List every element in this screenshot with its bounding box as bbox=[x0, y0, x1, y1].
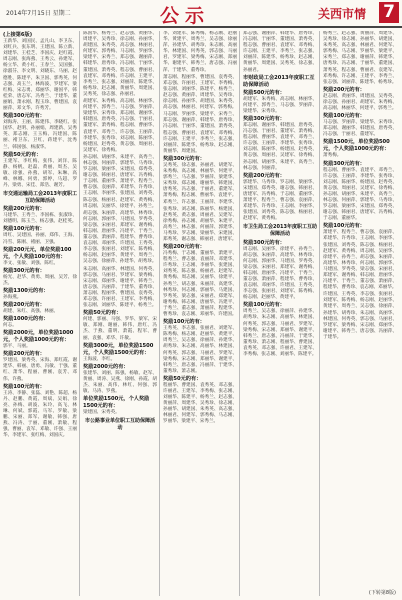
name-list-paragraph: 吴秀英、徐志强、孙丽君、胡建军、朱秀梅、高志刚、林丽华、何建平、郭秀兰、马志强、罗丽萍、梁建华、宋秀珍、郑志刚、谢丽华、韩建国、唐秀英、冯志强、于丽君、董建军、萧秀梅、程志刚、曹丽华、袁建平。 bbox=[163, 162, 237, 199]
newspaper-brand: 关西市情 bbox=[318, 7, 367, 21]
name-list-paragraph: 王海波、李红。 bbox=[83, 356, 116, 362]
award-heading: 奖励100元的有： bbox=[163, 319, 205, 326]
award-heading: 奖励100元的有： bbox=[3, 383, 45, 390]
award-heading: 奖励300元的有： bbox=[3, 267, 45, 274]
name-list-paragraph: 马建华、王秀兰、李国栋、张淑珍、刘德明、陈玉兰、杨志强、赵桂英。 bbox=[3, 213, 77, 225]
award-heading: 单位奖励1500元，个人奖励1500元的有： bbox=[83, 396, 150, 410]
award-heading: 奖励300元的有： bbox=[163, 155, 205, 162]
name-list-paragraph: 何志。 bbox=[3, 323, 17, 329]
text-column bbox=[3, 31, 80, 596]
award-heading: 奖励100元的有： bbox=[3, 226, 45, 233]
name-list-paragraph: 赵志刚、黄丽华、周建国、吴秀英、徐志强、孙丽君、胡建军、朱秀梅、高志刚、林丽华、何建平、郭秀兰。 bbox=[323, 93, 397, 112]
name-list-paragraph: 许建国、王秀英、李志强、张丽君、刘建军、陈秀梅、杨志刚、赵丽华、黄建平、周秀兰、吴志强、徐丽萍、孙建华、胡秀珍、朱志刚、高丽华、林建国、何秀英、郭志强、马丽君、罗建军、梁秀梅、宋志刚、郑丽华、谢建平、韩秀兰、唐志强、冯丽萍、于建华。 bbox=[323, 292, 397, 340]
name-list-paragraph: 胡志强、朱丽萍、高建华、林秀珍、何志刚、郭丽华、马建国、罗秀英、梁志强、宋丽君、郑建军、谢秀梅、韩志刚、唐丽华、冯建平、于秀兰、董志强、萧丽萍、程建华、曹秀珍、袁志刚、邓丽华、许建国、王秀英、李志强、张丽君、刘建军、陈秀梅、杨志刚、赵丽华、黄建平、周秀兰、吴志强、徐丽萍、孙建华、胡秀珍。 bbox=[83, 210, 157, 265]
award-heading: (上接第6版) bbox=[3, 32, 33, 38]
name-list-paragraph: 程丽华、曹建国、袁秀英、邓志强、许丽君、王建军、李秀梅、张志刚、刘丽华、陈建平、杨秀兰、赵志强、黄丽萍、周建华、吴秀珍、徐志刚、孙丽华、胡建国、朱秀英、高志强、林丽君、何建军、郭秀梅、马志刚、罗丽华、梁建平、宋秀兰。 bbox=[163, 382, 237, 425]
name-list-paragraph: 周志刚、吴丽华、徐建平、孙秀兰、胡志强、朱丽萍、高建华、林秀珍、何志刚、郭丽华、马建国、罗秀英、梁志强、宋丽君、郑建军、谢秀梅、韩志刚、唐丽华、冯建平、于秀兰、董志强、萧丽萍、程建华、曹秀珍、袁志刚、邓丽华、许建国、王秀英、李志强、张丽君、刘建军、陈秀梅、杨志刚、赵丽华、黄建平。 bbox=[243, 246, 317, 301]
name-list-paragraph: 陈国华、杨秀兰、赵志强、黄丽华、周建平、吴秀珍、徐志刚、孙丽华、胡建国、朱秀英、高志强、林丽君、何建军、郭秀梅、马志刚、罗丽华、梁建平、宋秀兰、郑志强、谢丽萍、韩建华、唐秀珍、冯志刚、于丽华、董建国、萧秀英、程志强、曹丽君、袁建军、邓秀梅、许志刚、王建平、李秀兰、张志强、刘丽萍、陈建华、杨秀珍、赵志刚、黄丽华、周建国、吴秀英、徐志强、孙丽君。 bbox=[83, 31, 157, 97]
award-heading: 奖励300元的有： bbox=[3, 113, 45, 120]
name-list-paragraph: 胡建军、朱秀梅、高志刚、林丽华、何建平、郭秀兰、马志强、罗丽萍、梁建华、宋秀珍、郑志刚、谢丽华、韩建国、唐秀英、冯志强、于丽君、董建军、萧秀梅、程志刚、曹丽华、袁建平、邓秀兰、许志强、王丽萍、李建华、张秀珍、刘志刚、陈丽华、杨建国、赵秀英、黄志强、周丽君、吴建军、徐秀梅。 bbox=[83, 99, 157, 153]
award-heading: 奖励1000元的有： bbox=[3, 316, 49, 323]
name-list-paragraph: 胡建、朱红、高强、林丽。 bbox=[3, 309, 59, 314]
award-heading: 奖励200元的有： bbox=[3, 206, 45, 213]
name-list-paragraph: 周红、吴建国、孙丽、郑伟、王海、冯雪、陈刚、褚丽、卫强。 bbox=[3, 233, 77, 245]
text-column bbox=[243, 31, 320, 596]
issue-date: 2014年7月15日 星期二 bbox=[6, 10, 71, 17]
award-heading: 奖励300元的有： bbox=[243, 239, 285, 246]
name-list-paragraph: 萧志刚、程丽华、曹建国、袁秀英、邓志强、许丽君、王建军、李秀梅、张志刚、刘丽华、陈建平、杨秀兰、赵志强、黄丽萍、周建华、吴秀珍、徐志刚、孙丽华、胡建国、朱秀英、高志强、林丽君、何建军、郭秀梅。 bbox=[163, 74, 237, 111]
name-list-paragraph: 周秀兰、吴志强、徐丽萍、孙建华、胡秀珍、朱志刚、高丽华、林建国、何秀英、郭志强、马丽君、罗建军、梁秀梅、宋志刚、郑丽华、谢建平、韩秀兰、唐志强、冯丽萍、于建华、董秀珍、萧志刚、程丽华、曹建国、袁秀英、邓志强、许丽君、王建军、李秀梅、张志刚、刘丽华、陈建平。 bbox=[243, 309, 317, 358]
name-list-paragraph: 李、刘建军、陈秀梅、杨志刚、赵丽华、黄建平、周秀兰、吴志强、徐丽萍、孙建华、胡秀珍、朱志刚、高丽华、林建国、何秀英、郭志强、马丽君、罗建军、梁秀梅、宋志刚、郑丽华、谢建平、韩秀兰、唐志强、冯丽萍、于建华、董秀珍。 bbox=[163, 31, 237, 73]
award-heading: 奖励200元的有： bbox=[323, 86, 365, 93]
article-columns bbox=[3, 31, 399, 596]
text-column bbox=[323, 31, 399, 596]
section-subheading: 市交通运输局工会2013年度职工互助保障活动 bbox=[3, 191, 77, 204]
name-list-paragraph: 胡建军、朱秀梅、高志刚、林丽华、何建平、郭秀兰、马志强、罗丽萍、梁建华、宋秀珍。 bbox=[243, 96, 317, 114]
award-heading: 奖励100元的有： bbox=[323, 113, 365, 120]
name-list-paragraph: 程志刚、曹丽华、袁建平、邓秀兰、许志强、王丽萍、李建华、张秀珍、刘志刚、陈丽华、杨建国、赵秀英、黄志强、周丽君、吴建军、徐秀梅、孙志刚、胡丽华、朱建平、高秀兰、林志强、何丽萍、郭建华、马秀珍、罗志刚、梁丽华、宋建国、郑秀英、谢志强、韩丽君、唐建军、冯秀梅、于志刚、董丽华。 bbox=[323, 167, 397, 222]
continued-note: (下转第8版) bbox=[368, 590, 396, 596]
section-subheading: 市公路事业单位职工互助保障活动 bbox=[84, 418, 155, 431]
award-heading: 奖励50元的有： bbox=[3, 151, 42, 158]
name-list-paragraph: 邓秀兰、许志强、王丽萍、李建华、张秀珍、刘志刚、陈丽华、杨建国、赵秀英、黄志强、周丽君、吴建军、徐秀梅、孙志刚、胡丽华、朱建平、高秀兰、林志强、何丽萍、郭建华、马秀珍、罗志刚、梁丽华、宋建国、郑秀英、谢志强、韩丽君、唐建军。 bbox=[163, 200, 237, 242]
name-list-paragraph: 刘海涛、王丽、陈建伟、李晓红、张国华、赵明、孙丽娟、周建新、吴秀英、郑志刚、王玉梅、冯建国、陈丽、褚卫东、卫红、蒋建平、沈秀兰、韩国强、杨淑华。 bbox=[3, 120, 77, 150]
section-title: 公示 bbox=[160, 5, 211, 27]
page-header bbox=[0, 0, 402, 28]
name-list-paragraph: 萧秀梅。 bbox=[323, 153, 342, 159]
name-list-paragraph: 张建华、刘丽、陈强、杨敏、赵军、黄丽、周涛、吴燕、徐刚、孙霞、胡杰、朱丽、高伟、林红、何强、郭敏、马涛、罗燕。 bbox=[83, 370, 157, 394]
award-heading: 奖励3000元，单位奖励1500元，个人奖励1500元的有： bbox=[83, 342, 154, 356]
page-number: 7 bbox=[379, 2, 399, 23]
award-heading: 奖励100元的有： bbox=[323, 223, 365, 230]
name-list-paragraph: 王秀英、李志强、张丽君、刘建军、陈秀梅、杨志刚、赵丽华、黄建平、周秀兰、吴志强、徐丽萍、孙建华、胡秀珍、朱志刚、高丽华、林建国、何秀英、郭志强、马丽君、罗建军、梁秀梅、宋志刚、郑丽华、谢建平、韩秀兰、唐志强、冯丽萍、于建华、董秀珍、萧志刚。 bbox=[163, 326, 237, 374]
name-list-paragraph: 王涛、李静、张磊、刘艳、陈超、杨丹、赵鹏、黄霞、周斌、吴娟、徐亮、孙梅、胡波、朱玲、高飞、林琳、何斌、郭霞、马军、罗敏、梁鹏、宋丽、郑军、谢敏、韩强、唐燕、冯涛、于丽、董刚、萧敏、程强、曹丽、袁军、邓敏、许强、王丽华、李建军、张红梅、刘国庆。 bbox=[3, 390, 77, 439]
name-list-paragraph: 李文、张敏、刘强、陈红。 bbox=[3, 260, 59, 266]
name-list-paragraph: 孙海燕。 bbox=[3, 294, 22, 300]
award-heading: 奖励1300元的有： bbox=[3, 287, 49, 294]
award-heading: 奖励300元的有： bbox=[243, 115, 285, 122]
award-heading: 奖励200元的有： bbox=[243, 172, 285, 179]
award-heading: 奖励200元元，单位奖励100元，个人奖励100元的有： bbox=[3, 246, 72, 260]
award-heading: 奖励100元的有： bbox=[243, 302, 285, 309]
award-heading: 奖励200元的有： bbox=[3, 351, 45, 358]
name-list-paragraph: 冯秀梅、于志刚、董丽华、萧建平、程秀兰、曹志强、袁丽萍、邓建华、许秀珍、王志刚、李丽华、张建国、刘秀英、陈志强、杨丽君、赵建军、黄秀梅、周志刚、吴丽华、徐建平、孙秀兰、胡志强、朱丽萍、高建华、林秀珍、何志刚、郭丽华、马建国、罗秀英、梁志强、宋丽君、郑建军、谢秀梅、韩志刚、唐丽华、冯建平、于秀兰、董志强、萧丽萍、程建华、曹秀珍、袁志刚、邓丽华、许建国。 bbox=[163, 251, 237, 318]
award-heading: 奖励50元的有： bbox=[163, 375, 202, 382]
award-heading: 奖励2000元的有： bbox=[83, 363, 129, 370]
name-list-paragraph: 杨光、赵华、黄勇、周丽、吴芳、徐杰。 bbox=[3, 274, 77, 286]
award-heading: 奖励1500元，单位奖励500元，个人奖励1000元的有： bbox=[323, 139, 390, 153]
text-column bbox=[163, 31, 240, 596]
name-list-paragraph: 杨秀兰、赵志强、黄丽萍、周建华、吴秀珍、徐志刚、孙丽华、胡建国、朱秀英、高志强、林丽君、何建军、郭秀梅、马志刚、罗丽华、梁建平、宋秀兰、郑志强、谢丽萍、韩建华、唐秀珍、冯志刚、于丽华、董建国、萧秀英、程志强、曹丽君、袁建军、邓秀梅、许志刚、王建平、李秀兰、张志强、刘丽萍、陈建华、杨秀珍。 bbox=[323, 31, 397, 85]
award-heading: 奖励2000元，单位奖励1000元，个人奖励1000元的有： bbox=[3, 330, 74, 344]
award-heading: 市财政局工会2013年度职工互助保障活动 bbox=[243, 74, 315, 88]
name-list-paragraph: 王新华、刘国民、孟凡山、李卫东、刘红兵、张东明、王建国、陈立新、刘建华、王桂芝、李国庆、赵红霞、周志刚、张海燕、王秀云、孙建军、杨立华、黄小红、王春兰、吴国强、徐淑芬、李文明、刘晓东、马丽、赵德胜、陈建平、朱卫国、郭秀英、何志强、高玉兰、林海波、罗建军、梁红梅、宋志勇、郑丽华、谢国平、韩桂荣、唐志军、冯秀兰、于建华、董丽娟、萧永刚、程玉珍、曹建国、袁丽萍、邓文华、许秀芳。 bbox=[3, 39, 77, 112]
award-heading: 奖励200元的有： bbox=[3, 302, 45, 308]
name-list-paragraph: 朱志刚、高丽华、林建国、何秀英、郭志强、马丽君、罗建军、梁秀梅、宋志刚、郑丽华、谢建平、韩秀兰、唐志强、冯丽萍、于建华、董秀珍、萧志刚、程丽华、曹建国、袁秀英、邓志强、许丽君、王建军、李秀梅、张志刚、刘丽华、陈建平、杨秀兰。 bbox=[83, 266, 157, 309]
section-subheading: 市卫生局工会2013年度职工互助保障活动 bbox=[243, 224, 317, 237]
name-list-paragraph: 孙志刚、胡丽华、朱建平、高秀兰、林志强、何丽萍、郭建华、马秀珍、罗志刚、梁丽华、宋建国、郑秀英、谢志强、韩丽君、唐建军、冯秀梅、于志刚、董丽华、萧建平、程秀兰、曹志强、袁丽萍、邓建华、许秀珍、王志刚、李丽华、张建国、刘秀英、陈志强、杨丽君、赵建军、黄秀梅、周志刚、吴丽华、徐建平、孙秀兰。 bbox=[83, 154, 157, 209]
name-list-paragraph: 萧建平、程秀兰、曹志强、袁丽萍、邓建华、许秀珍、王志刚、李丽华、张建国、刘秀英、陈志强、杨丽君、赵建军、黄秀梅、周志刚、吴丽华、徐建平、孙秀兰、胡志强、朱丽萍、高建华、林秀珍、何志刚、郭丽华、马建国、罗秀英、梁志强、宋丽君、郑建军、谢秀梅、韩志刚、唐丽华、冯建平、于秀兰、董志强、萧丽萍、程建华、曹秀珍、袁志刚、邓丽华。 bbox=[323, 230, 397, 291]
name-list-paragraph: 马志强、罗丽萍、梁建华、宋秀珍、郑志刚、谢丽华、韩建国、唐秀英、冯志强、于丽君、董建军。 bbox=[323, 120, 397, 138]
name-list-paragraph: 马志刚、罗丽华、梁建平、宋秀兰、郑志强、谢丽萍、韩建华、唐秀珍、冯志刚、于丽华、董建国、萧秀英、程志强、曹丽君、袁建军、邓秀梅、许志刚、王建平、李秀兰、张志强、刘丽萍、陈建华、杨秀珍、赵志刚、黄丽华、周建国。 bbox=[163, 112, 237, 154]
name-list-paragraph: 郭平、马丽。 bbox=[3, 344, 31, 350]
name-list-paragraph: 梁建国、宋秀英。 bbox=[83, 410, 120, 416]
award-heading: 奖励500元的有： bbox=[243, 89, 285, 96]
name-list-paragraph: 郭建华、马秀珍、罗志刚、梁丽华、宋建国、郑秀英、谢志强、韩丽君、唐建军、冯秀梅、于志刚、董丽华、萧建平、程秀兰、曹志强、袁丽萍、邓建华、许秀珍、王志刚、李丽华、张建国、刘秀英、陈志强、杨丽君、赵建军、黄秀梅。 bbox=[243, 179, 317, 222]
name-list-paragraph: 何建、郭丽、马强、罗华、梁军、宋敏、郑刚、谢丽、韩伟、唐红、冯杰、于燕、董明、萧霞、程军、曹丽、袁强、邓华、许敏。 bbox=[83, 317, 157, 341]
award-heading: 奖励50元的有： bbox=[83, 310, 122, 317]
name-list-paragraph: 郑志刚、谢丽华、韩建国、唐秀英、冯志强、于丽君、董建军、萧秀梅、程志刚、曹丽华、袁建平、邓秀兰、许志强、王丽萍、李建华、张秀珍、刘志刚、陈丽华、杨建国、赵秀英、黄志强、周丽君、吴建军、徐秀梅、孙志刚、胡丽华、朱建平、高秀兰、林志强、何丽萍。 bbox=[243, 122, 317, 171]
award-heading: 奖励200元的有： bbox=[163, 244, 205, 251]
award-heading: 奖励300元的有： bbox=[323, 160, 365, 167]
text-column bbox=[83, 31, 160, 596]
name-list-paragraph: 罗建国、梁秀英、宋海、郑红霞、谢建华、韩丽、唐勇、冯敏、于强、董红、萧华、程丽、曹刚、袁芳、邓伟、许燕。 bbox=[3, 358, 77, 382]
name-list-paragraph: 郑志强、谢丽萍、韩建华、唐秀珍、冯志刚、于丽华、董建国、萧秀英、程志强、曹丽君、袁建军、邓秀梅、许志刚、王建平、李秀兰、张志强、刘丽萍、陈建华、杨秀珍、赵志刚、黄丽华、周建国、吴秀英、徐志强、孙丽君。 bbox=[243, 31, 317, 73]
name-list-paragraph: 王建军、李红梅、张伟、刘洋、陈静、杨帆、赵磊、黄丽、周杰、吴敏、徐强、孙燕、胡军、朱琳、高峰、林娜、何勇、郭婷、马超、罗丹、梁勇、宋佳、郑浩、谢芳。 bbox=[3, 158, 77, 188]
